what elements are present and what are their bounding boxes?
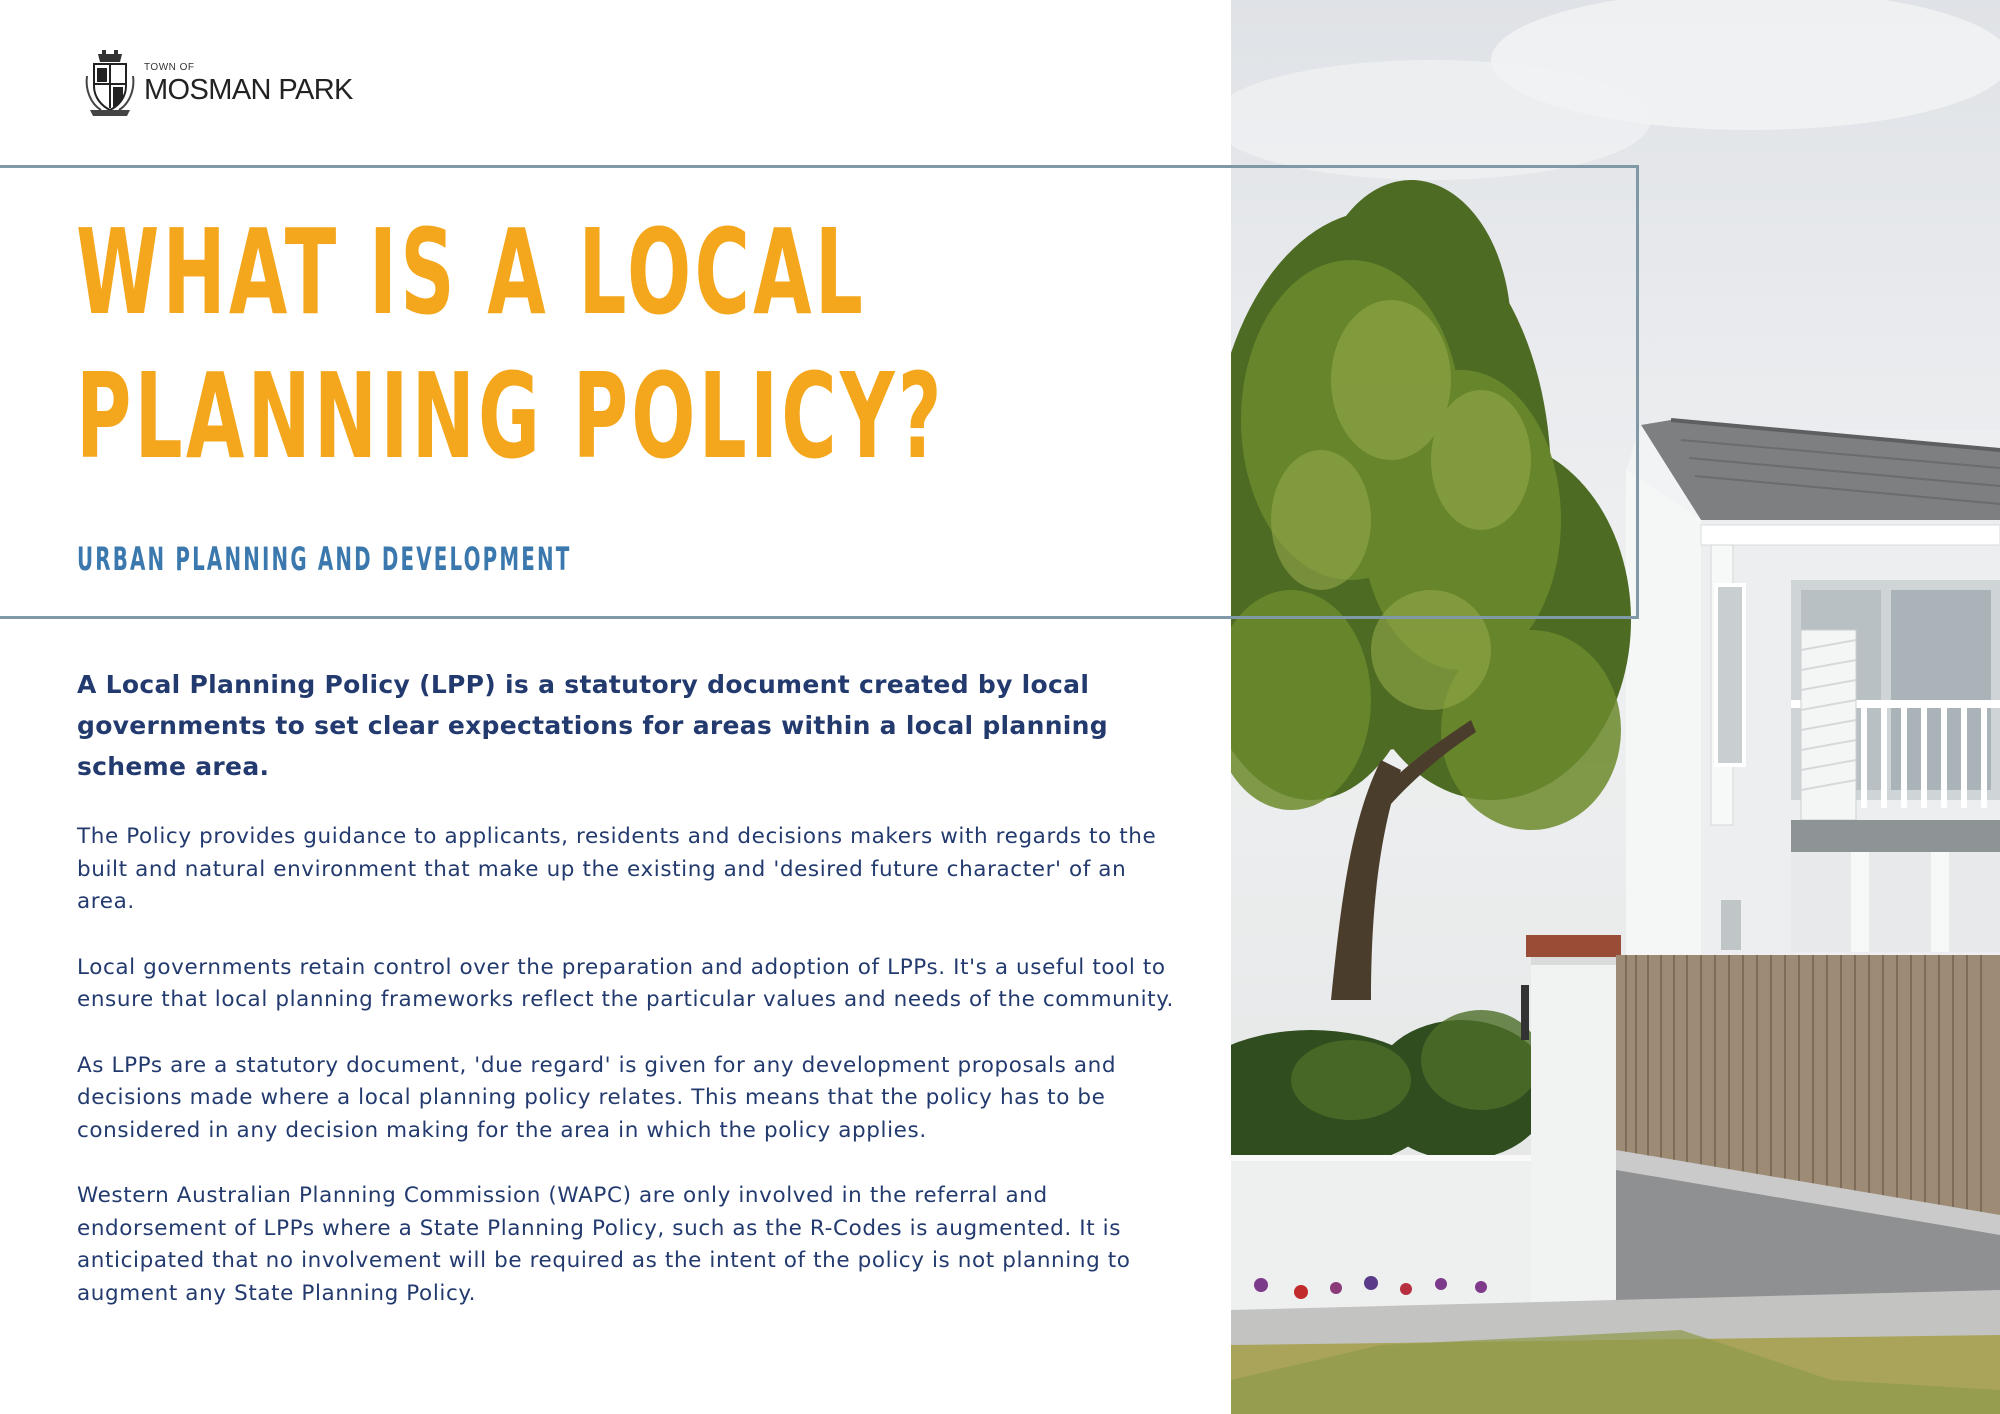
- town-logo: [84, 48, 353, 120]
- body-paragraph-2: Local governments retain control over the preparation and adoption of LPPs. It's a useful tool to ensure that local planning frameworks reflect the particular values and needs of the community.: [77, 954, 1174, 1012]
- logo-town-of: TOWN OF: [144, 62, 195, 73]
- body-content: [77, 664, 1177, 1343]
- page-subtitle: URBAN PLANNING AND DEVELOPMENT: [77, 540, 572, 578]
- page-title-line-1: WHAT IS A LOCAL: [76, 203, 867, 341]
- page-title: [76, 200, 945, 488]
- lead-paragraph: A Local Planning Policy (LPP) is a statutory document created by local governments to set clear expectations for areas within a local planning scheme area.: [77, 670, 1108, 781]
- body-paragraph-3: As LPPs are a statutory document, 'due regard' is given for any development proposals and decisions made where a local planning policy relates. This means that the policy has to be considered in any decision making for the area in which the policy applies.: [77, 1052, 1117, 1143]
- body-paragraph-4: Western Australian Planning Commission (WAPC) are only involved in the referral and endorsement of LPPs where a State Planning Policy, such as the R-Codes is augmented. It is anticipated that no involvement will be required as the intent of the policy is not planning to augment any State Planning Policy.: [77, 1183, 1131, 1306]
- logo-name: MOSMAN PARK: [144, 74, 353, 106]
- body-paragraph-1: The Policy provides guidance to applicants, residents and decisions makers with regards to the built and natural environment that make up the existing and 'desired future character' of an area.: [77, 824, 1157, 914]
- page-title-line-2: PLANNING POLICY?: [76, 347, 945, 485]
- town-crest-icon: [84, 48, 136, 120]
